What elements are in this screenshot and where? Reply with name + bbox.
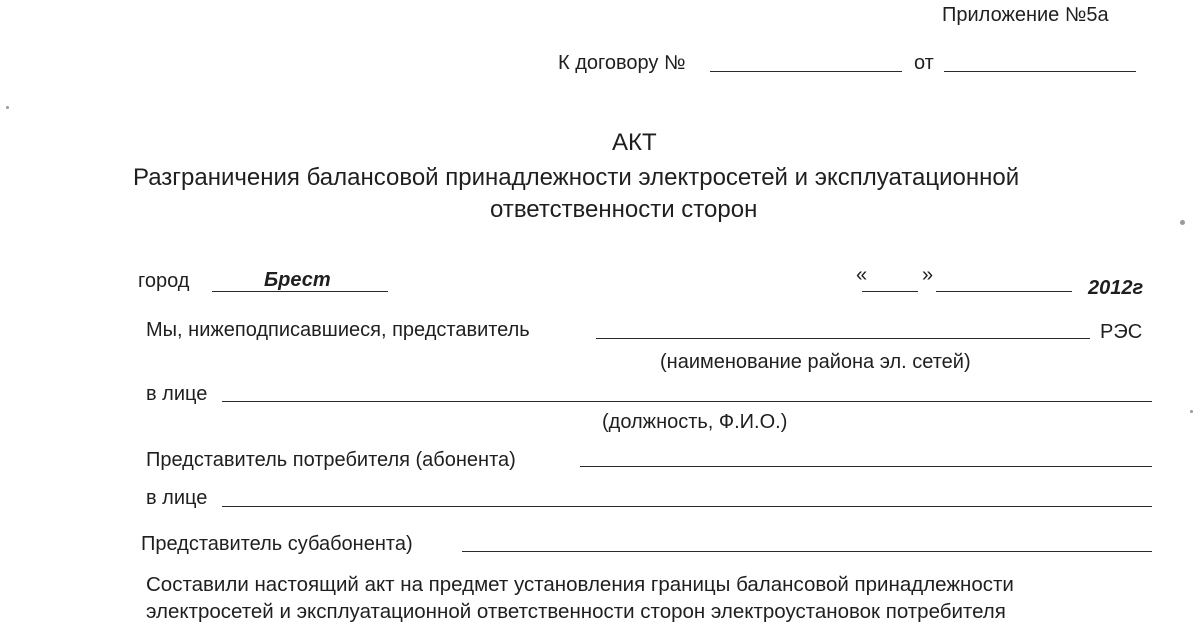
subscriber-label: Представитель субабонента) [141,533,413,555]
date-quote-open: « [856,264,868,286]
representative-hint: (наименование района эл. сетей) [660,351,971,373]
scan-speck [6,106,9,109]
body-text-line-1: Составили настоящий акт на предмет установления границы балансовой принадлежности [146,573,1014,596]
consumer-label: Представитель потребителя (абонента) [146,449,516,471]
city-value: Брест [264,269,331,291]
in-person-hint-1: (должность, Ф.И.О.) [602,411,788,433]
contract-date-label: от [914,52,934,74]
date-quote-close: » [922,264,934,286]
consumer-field[interactable] [580,466,1152,467]
scan-speck [1180,220,1185,225]
in-person-field-1[interactable] [222,401,1152,402]
representative-label: Мы, нижеподписавшиеся, представитель [146,319,530,341]
scan-speck [1190,410,1193,413]
city-label: город [138,270,190,292]
date-day-field[interactable] [862,291,918,292]
representative-field[interactable] [596,338,1090,339]
date-month-field[interactable] [936,291,1072,292]
body-text-line-2: электросетей и эксплуатационной ответственности сторон электроустановок потребителя [146,600,1006,623]
document-title: АКТ [612,129,657,156]
contract-number-label: К договору № [558,52,686,74]
contract-number-field[interactable] [710,71,902,72]
in-person-label-1: в лице [146,383,208,405]
city-field[interactable] [212,291,388,292]
appendix-number: Приложение №5а [942,4,1109,26]
in-person-label-2: в лице [146,487,208,509]
representative-suffix: РЭС [1100,321,1143,343]
document-subtitle-line-2: ответственности сторон [490,196,758,223]
date-year: 2012г [1088,277,1144,299]
document-subtitle-line-1: Разграничения балансовой принадлежности электросетей и эксплуатационной [133,164,1020,191]
in-person-field-2[interactable] [222,506,1152,507]
subscriber-field[interactable] [462,551,1152,552]
contract-date-field[interactable] [944,71,1136,72]
